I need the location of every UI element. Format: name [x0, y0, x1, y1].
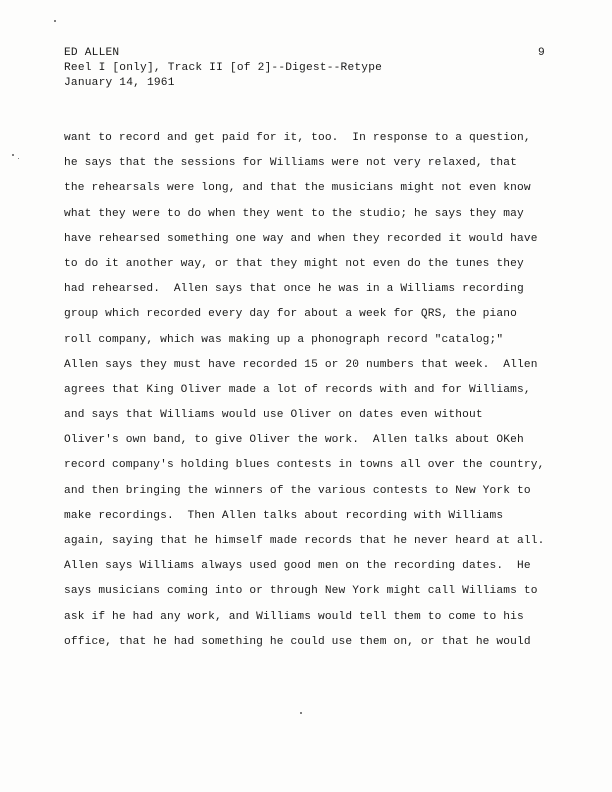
transcript-line: ask if he had any work, and Williams would tell them to come to his	[64, 610, 524, 623]
interviewee-name: ED ALLEN	[64, 47, 120, 59]
document-header	[64, 46, 382, 91]
transcript-line: office, that he had something he could use them on, or that he would	[64, 635, 531, 648]
transcript-line: he says that the sessions for Williams were not very relaxed, that	[64, 157, 517, 170]
scan-speck	[18, 158, 19, 159]
transcript-line: Oliver's own band, to give Oliver the work. Allen talks about OKeh	[64, 434, 524, 447]
transcript-line: says musicians coming into or through New York might call Williams to	[64, 585, 538, 598]
scan-speck	[300, 712, 302, 714]
scan-speck	[54, 20, 56, 22]
transcript-line: what they were to do when they went to the studio; he says they may	[64, 207, 524, 220]
transcript-line: roll company, which was making up a phonograph record "catalog;"	[64, 333, 504, 346]
transcript-line: group which recorded every day for about a week for QRS, the piano	[64, 308, 517, 321]
transcript-line: the rehearsals were long, and that the musicians might not even know	[64, 182, 531, 195]
transcript-line: have rehearsed something one way and when they recorded it would have	[64, 232, 538, 245]
transcript-line: had rehearsed. Allen says that once he was in a Williams recording	[64, 283, 524, 296]
transcript-line: again, saying that he himself made records that he never heard at all.	[64, 535, 545, 547]
transcript-line: and says that Williams would use Oliver on dates even without	[64, 409, 483, 422]
transcript-body	[64, 126, 584, 655]
page-number: 9	[538, 47, 545, 59]
transcript-line: make recordings. Then Allen talks about recording with Williams	[64, 509, 504, 522]
reel-track-info: Reel I [only], Track II [of 2]--Digest--Retype	[64, 62, 383, 74]
transcript-line: want to record and get paid for it, too. In response to a question,	[64, 132, 531, 144]
transcript-line: and then bringing the winners of the various contests to New York to	[64, 484, 531, 497]
interview-date: January 14, 1961	[64, 77, 175, 89]
transcript-line: record company's holding blues contests in towns all over the country,	[64, 459, 545, 472]
transcript-line: to do it another way, or that they might not even do the tunes they	[64, 257, 524, 270]
scan-speck	[12, 154, 14, 156]
transcript-line: Allen says they must have recorded 15 or 20 numbers that week. Allen	[64, 358, 538, 371]
transcript-line: Allen says Williams always used good men on the recording dates. He	[64, 560, 531, 573]
transcript-line: agrees that King Oliver made a lot of records with and for Williams,	[64, 383, 531, 396]
